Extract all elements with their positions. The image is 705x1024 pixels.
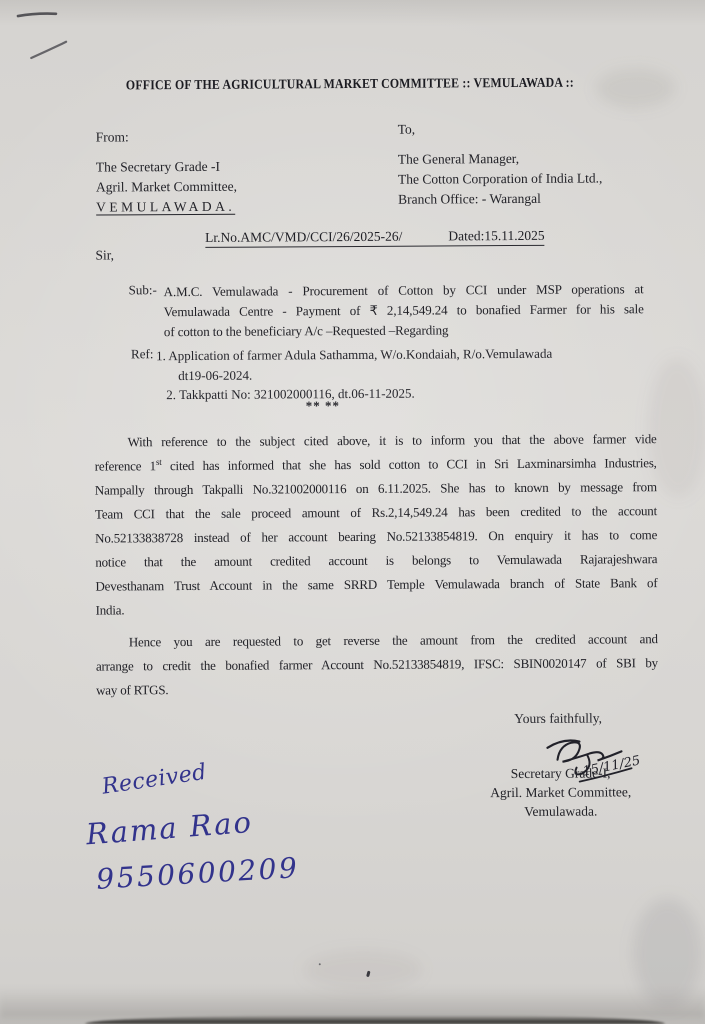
from-line-2: Agril. Market Committee, xyxy=(95,178,238,195)
subject-line-1: A.M.C. Vemulawada - Procurement of Cotton by CCI under MSP operations at xyxy=(163,281,644,300)
signatory-place: Vemulawada. xyxy=(524,803,598,819)
subject-text xyxy=(164,279,644,342)
ordinal-superscript: st xyxy=(155,456,162,467)
signatory-committee: Agril. Market Committee, xyxy=(490,784,632,801)
to-label: To, xyxy=(397,121,416,137)
handwritten-phone-number: 9550600209 xyxy=(95,851,301,896)
para1-line-3: Nampally through Takpalli No.321002000116 on 6.11.2025. She has to known by message from xyxy=(94,479,657,498)
from-line-1: The Secretary Grade -I xyxy=(95,158,220,175)
body-paragraph-1 xyxy=(94,427,657,622)
reference-number-underlined xyxy=(205,228,545,248)
para1-line-2-pre: reference 1 xyxy=(94,458,156,474)
para1-line-2-post: cited has informed that she has sold cotton to CCI in Sri Laxminarsimha Industries, xyxy=(161,455,657,474)
scan-smudge xyxy=(595,68,675,108)
para2-line-1: Hence you are requested to get reverse the amount from the credited account and xyxy=(128,631,658,650)
section-separator: ** ** xyxy=(305,398,341,414)
pen-scribble-marks xyxy=(11,6,75,64)
subject-line-2: Vemulawada Centre - Payment of ₹ 2,14,549.24 to bonafied Farmer for his sale xyxy=(163,301,644,320)
references-label: Ref: xyxy=(130,346,154,362)
para1-line-4: Team CCI that the sale proceed amount of Rs.2,14,549.24 has been credited to the account xyxy=(94,503,658,522)
salutation: Sir, xyxy=(95,247,115,263)
signatory-designation: Secretary Grade-I, xyxy=(510,765,611,782)
body-paragraph-2 xyxy=(96,627,658,702)
reference-item-1-date: dt19-06-2024. xyxy=(178,367,253,383)
svg-text:15/11/25: 15/11/25 xyxy=(581,753,642,780)
valediction: Yours faithfully, xyxy=(514,710,603,727)
para1-line-2 xyxy=(95,451,657,478)
from-address-block xyxy=(96,127,238,218)
para2-line-3: way of RTGS. xyxy=(96,682,169,698)
to-line-3: Branch Office: - Warangal xyxy=(398,190,541,207)
reference-number-row xyxy=(0,227,703,249)
to-address-block xyxy=(398,118,603,209)
letterhead-title: OFFICE OF THE AGRICULTURAL MARKET COMMITTEE :: VEMULAWADA :: xyxy=(125,74,574,93)
scan-smudge xyxy=(303,950,423,991)
reference-item-1: 1. Application of farmer Adula Sathamma, W/o.Kondaiah, R/o.Vemulawada xyxy=(155,345,553,364)
handwritten-name: Rama Rao xyxy=(84,804,255,852)
subject-label: Sub:- xyxy=(128,282,157,298)
handwritten-received-note: Received xyxy=(100,759,209,800)
to-line-2: The Cotton Corporation of India Ltd., xyxy=(397,170,603,187)
letter-date: Dated:15.11.2025 xyxy=(448,227,545,244)
para1-line-8: India. xyxy=(95,602,125,618)
para1-line-7: Devesthanam Trust Account in the same SRRD Temple Vemulawada branch of State Bank of xyxy=(95,575,658,594)
references-list xyxy=(156,343,646,404)
scan-smudge xyxy=(647,358,705,498)
to-line-1: The General Manager, xyxy=(397,150,520,167)
from-label: From: xyxy=(95,129,129,145)
subject-line-3: of cotton to the beneficiary A/c –Requested –Regarding xyxy=(163,322,449,340)
para1-line-6: notice that the amount credited account is belongs to Vemulawada Rajarajeshwara xyxy=(95,551,658,570)
ink-speck xyxy=(319,963,321,965)
from-place: VEMULAWADA. xyxy=(96,198,236,215)
para2-line-2: arrange to credit the bonafied farmer Account No.52133854819, IFSC: SBIN0020147 of SBI by xyxy=(95,655,658,674)
reference-item-2: 2. Takkpatti No: 321002000116, dt.06-11-2025. xyxy=(166,385,415,403)
para1-line-1: With reference to the subject cited above, it is to inform you that the above farmer vide xyxy=(127,431,657,450)
para1-line-5: No.52133838728 instead of her account bearing No.52133854819. On enquiry it has to come xyxy=(95,527,658,546)
letter-number: Lr.No.AMC/VMD/CCI/26/2025-26/ xyxy=(205,228,403,245)
signature-block xyxy=(442,763,680,821)
